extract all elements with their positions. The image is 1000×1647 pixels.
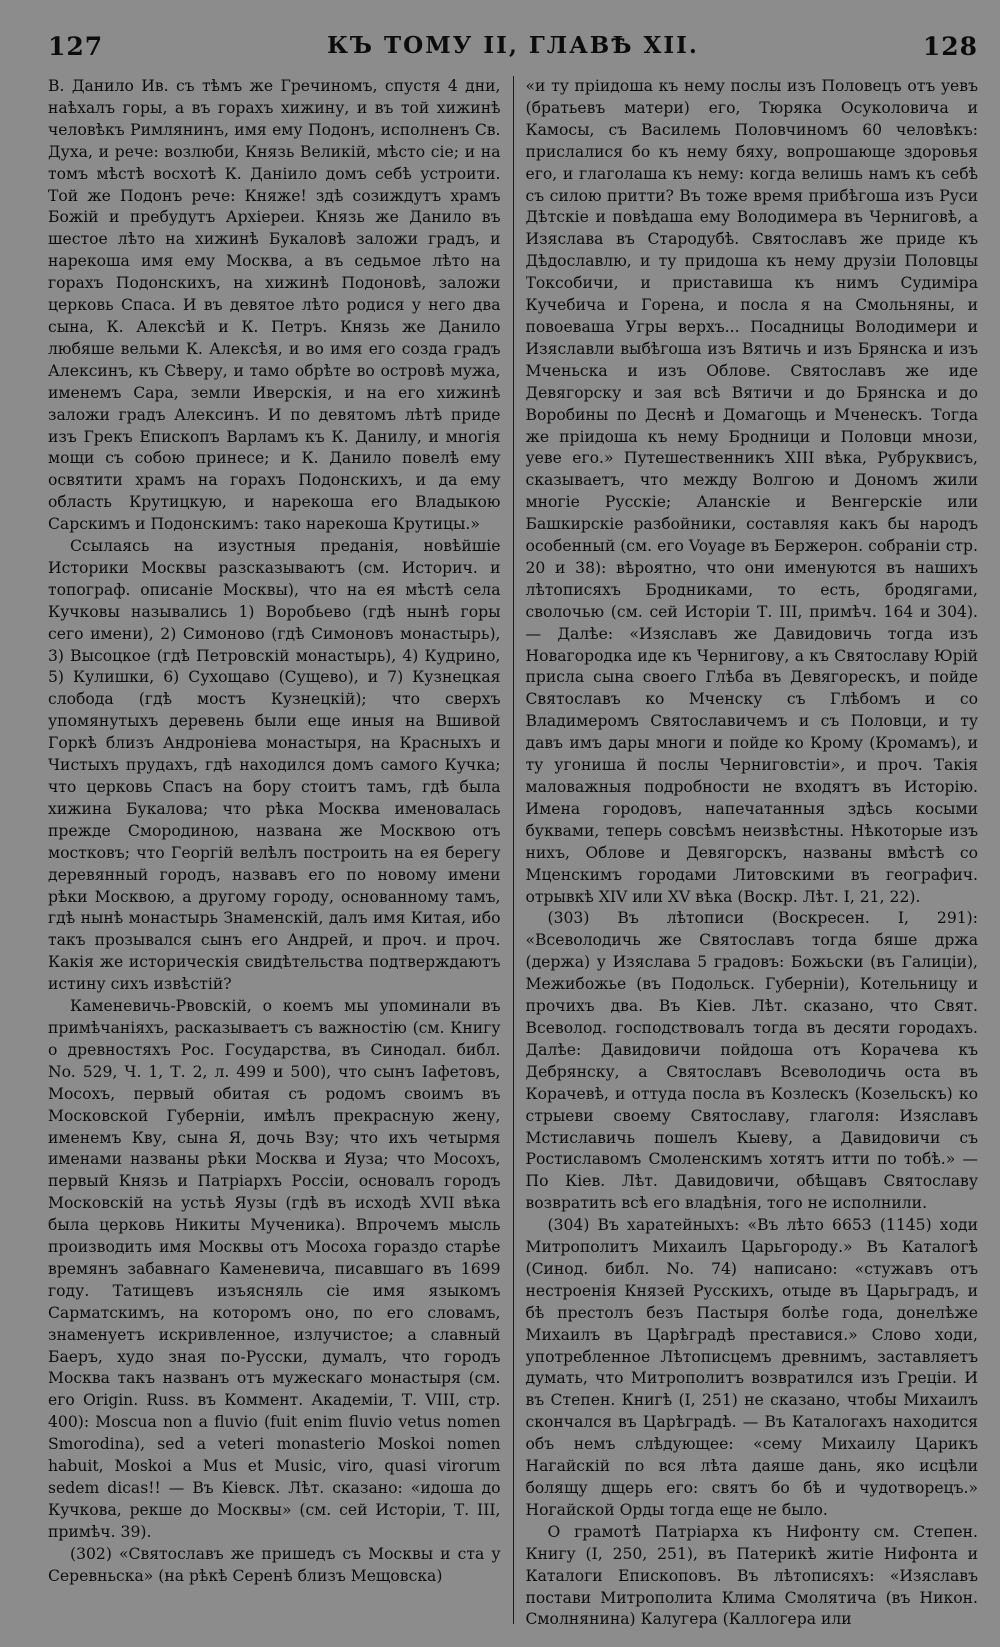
left-column: [48, 76, 501, 1636]
right-column: [526, 76, 979, 1636]
paragraph: (303) Въ лѣтописи (Воскресен. I, 291): «Всеволодичь же Святославъ тогда бяше држа (держа) у Изяслава 5 градовъ: Божьски (въ Галиціи), Межибожье (въ Подольск. Губерніи), Котельницу и прочихъ два. Въ Кіев. Лѣт. сказано, что Свят. Всеволод. господствовалъ тогда въ десяти городахъ. Далѣе: Давидовичи пойдоша отъ Корачева къ Дебрянску, а Святославъ Всеволодичь оста въ Корачевѣ, и оттуда посла въ Козлескъ (Козельскъ) ко стрыеви своему Святославу, глаголя: Изяславъ Мстиславичь пошелъ Кыеву, а Давидовичи съ Ростиславомъ Смоленскимъ хотятъ итти по тобѣ.» — По Кіев. Лѣт. Давидовичи, обѣщавъ Святославу возвратить всѣ его владѣнія, того не исполнили.: [525, 909, 978, 1213]
two-column-body: [48, 76, 978, 1636]
running-title: КЪ ТОМУ II, ГЛАВѢ XII.: [327, 32, 699, 59]
paragraph: «и ту пріидоша къ нему послы изъ Половецъ отъ уевъ (братьевъ матери) его, Тюряка Осуколовича и Камосы, съ Василемь Половчиномъ 60 человѣкъ: прислалися бо къ нему бяху, вопрошающе здоровья его, и глаголаша къ нему: когда велишь намъ къ себѣ съ силою притти? Въ тоже время прибѣгоша изъ Руси Дѣтскіе и повѣдаша ему Володимера въ Черниговѣ, а Изяслава въ Стародубѣ. Святославъ же приде къ Дѣдославлю, и ту придоша къ нему друзіи Половцы Токсобичи, и приставиша къ нимъ Судиміра Кучебича и Горена, и посла я на Смольняны, и повоеваша Угры верхъ... Посадницы Володимери и Изяславли выбѣгоша изъ Вятичь и изъ Брянска и изъ Мченьска и изъ Облове. Святославъ же иде Девягорску и зая всѣ Вятичи и до Брянска и до Воробины по Деснѣ и Домагощь и Мченескъ. Тогда же пріидоша къ нему Бродници и Половци мнози, уеве его.» Путешественникъ XIII вѣка, Рубруквисъ, сказываетъ, что между Волгою и Дономъ жили многіе Русскіе; Аланскіе и Венгерскіе или Башкирскіе разбойники, составляя какъ бы народъ особенный (см. его Voyage въ Бержерон. собраніи стр. 20 и 38): вѣроятно, что они именуются въ нашихъ лѣтописяхъ Бродниками, то есть, бродягами, сволочью (см. сей Исторіи Т. III, примѣч. 164 и 304). — Далѣе: «Изяславъ же Давидовичь тогда изъ Новагородка иде къ Чернигову, а къ Святославу Юрій присла сына своего Глѣба въ Девягорескъ, и пойде Святославъ ко Мченску съ Глѣбомъ и со Владимеромъ Святославичемъ и съ Половци, и ту давъ имъ дары многи и пойде ко Крому (Кромамъ), и ту угониша й послы Черниговстіи», и проч. Такія маловажныя подробности не входятъ въ Исторію. Имена городовъ, напечатанныя здѣсь косыми буквами, теперь совсѣмъ неизвѣстны. Нѣкоторые изъ нихъ, Облове и Девягорскъ, названы вмѣстѣ со Мценскимъ городами Литовскими въ географич. отрывкѣ XIV или XV вѣка (Воскр. Лѣт. I, 21, 22).: [525, 77, 978, 906]
paragraph: Ссылаясь на изустныя преданія, новѣйшіе Историки Москвы разсказываютъ (см. Историч. и топограф. описаніе Москвы), что на ея мѣстѣ села Кучковы назывались 1) Воробьево (гдѣ нынѣ горы сего имени), 2) Симоново (гдѣ Симоновъ монастырь), 3) Высоцкое (гдѣ Петровскій монастырь), 4) Кудрино, 5) Кулишки, 6) Сухощаво (Сущево), и 7) Кузнецкая слобода (гдѣ мостъ Кузнецкій); что сверхъ упомянутыхъ деревень были еще иныя на Вшивой Горкѣ близъ Андроніева монастыря, на Красныхъ и Чистыхъ прудахъ, гдѣ находился домъ самого Кучка; что церковь Спасъ на бору стоитъ тамъ, гдѣ была хижина Букалова; что рѣка Москва именовалась прежде Смородиною, названа же Москвою отъ мостковъ; что Георгій велѣлъ построить на ея берегу деревянный городъ, назвавъ его по новому имени рѣки Москвою, а другому городу, основанному тамъ, гдѣ нынѣ монастырь Знаменскій, далъ имя Китая, ибо такъ прозывался сынъ его Андрей, и проч. и проч. Какія же историческія свидѣтельства подтверждаютъ истину сихъ извѣстій?: [48, 537, 501, 994]
paragraph: Каменевичь-Рвовскій, о коемъ мы упоминали въ примѣчаніяхъ, расказываетъ съ важностію (см. Книгу о древностяхъ Рос. Государства, въ Синодал. библ. No. 529, Ч. 1, Т. 2, л. 499 и 500), что сынъ Іафетовъ, Мосохъ, первый обитая съ родомъ своимъ въ Московской Губерніи, имѣлъ прекрасную жену, именемъ Кву, сына Я, дочь Взу; что ихъ четырмя именами названы рѣки Москва и Яуза; что Мосохъ, первый Князь и Патріархъ Россіи, основалъ городъ Московскій на устьѣ Яузы (гдѣ въ исходѣ XVII вѣка была церковь Никиты Мученика). Впрочемъ мысль производить имя Москвы отъ Мосоха гораздо старѣе времянъ забавнаго Каменевича, писавшаго въ 1699 году. Татищевъ изъясняль сіе имя языкомъ Сарматскимъ, на которомъ оно, по его словамъ, знаменуетъ искривленное, излучистое; а славный Баеръ, худо зная по-Русски, думалъ, что городъ Москва такъ названъ отъ мужескаго монастыря (см. его Origin. Russ. въ Коммент. Академіи, Т. VIII, стр. 400): Moscua non a fluvio (fuit enim fluvio vetus nomen Smorodina), sed a veteri monasterio Moskoi nomen habuit, Moskoi a Mus et Music, viro, quasi virorum sedem dicas!! — Въ Кіевск. Лѣт. сказано: «идоша до Кучкова, рекше до Москвы» (см. сей Исторіи, Т. III, примѣч. 39).: [48, 997, 501, 1541]
page-number-left: 127: [48, 32, 104, 61]
page-number-right: 128: [922, 32, 978, 61]
column-divider: [513, 76, 514, 1624]
running-header: [48, 28, 978, 64]
paragraph: (302) «Святославъ же пришедъ съ Москвы и ста у Серевньска» (на рѣкѣ Серенѣ близъ Мещовска): [48, 1544, 501, 1585]
paragraph: (304) Въ харатейныхъ: «Въ лѣто 6653 (1145) ходи Митрополитъ Михаилъ Царьгороду.» Въ Каталогѣ (Синод. библ. No. 74) написано: «стужавъ отъ нестроенія Князей Русскихъ, отыде въ Царьградъ, и бѣ престолъ безъ Пастыря болѣе года, донелѣже Михаилъ въ Царѣградѣ преставися.» Слово ходи, употребленное Лѣтописцемъ древнимъ, заставляетъ думать, что Митрополитъ возвратился изъ Греціи. И въ Степен. Книгѣ (I, 251) не сказано, чтобы Михаилъ скончался въ Царѣградѣ. — Въ Каталогахъ находится объ немъ слѣдующее: «сему Михаилу Царикъ Нагайскій по вся лѣта даяше дань, яко исцѣли болящу дщерь его: святъ бо бѣ и чудотворецъ.» Ногайской Орды тогда еще не было.: [525, 1216, 978, 1519]
paragraph: В. Данило Ив. съ тѣмъ же Гречиномъ, спустя 4 дни, наѣхалъ горы, а въ горахъ хижину, и въ той хижинѣ человѣкъ Римлянинъ, имя ему Подонъ, исполненъ Св. Духа, и рече: возлюби, Князь Великій, мѣсто сіе; и на томъ мѣстѣ восхотѣ К. Даніило домъ себѣ устроити. Той же Подонъ рече: Княже! здѣ созиждутъ храмъ Божій и пребудутъ Архіереи. Князь же Данило въ шестое лѣто на хижинѣ Букаловѣ заложи градъ, и нарекоша имя ему Москва, а въ седьмое лѣто на горахъ Подонскихъ, на хижинѣ Подоновѣ, заложи церковь Спаса. И въ девятое лѣто родися у него два сына, К. Алексѣй и К. Петръ. Князь же Данило любяше вельми К. Алексѣя, и во имя его созда градъ Алексинъ, къ Сѣверу, и тамо обрѣте во островѣ мужа, именемъ Сара, земли Иверскія, и на его хижинѣ заложи градъ Алексинъ. И по девятомъ лѣтѣ приде изъ Грекъ Епископъ Варламъ къ К. Данилу, и многія мощи съ собою принесе; и К. Данило повелѣ ему освятити храмъ на горахъ Подонскихъ, и да ему область Крутицкую, и нарекоша его Владыкою Сарскимъ и Подонскимъ: тако нарекоша Крутицы.»: [48, 77, 501, 534]
paragraph: О грамотѣ Патріарха къ Нифонту см. Степен. Книгу (I, 250, 251), въ Патерикѣ житіе Нифонта и Каталоги Епископовъ. Въ лѣтописяхъ: «Изяславъ постави Митрополита Клима Смолятича (въ Никон. Смолнянина) Калугера (Каллогера или: [525, 1522, 978, 1629]
